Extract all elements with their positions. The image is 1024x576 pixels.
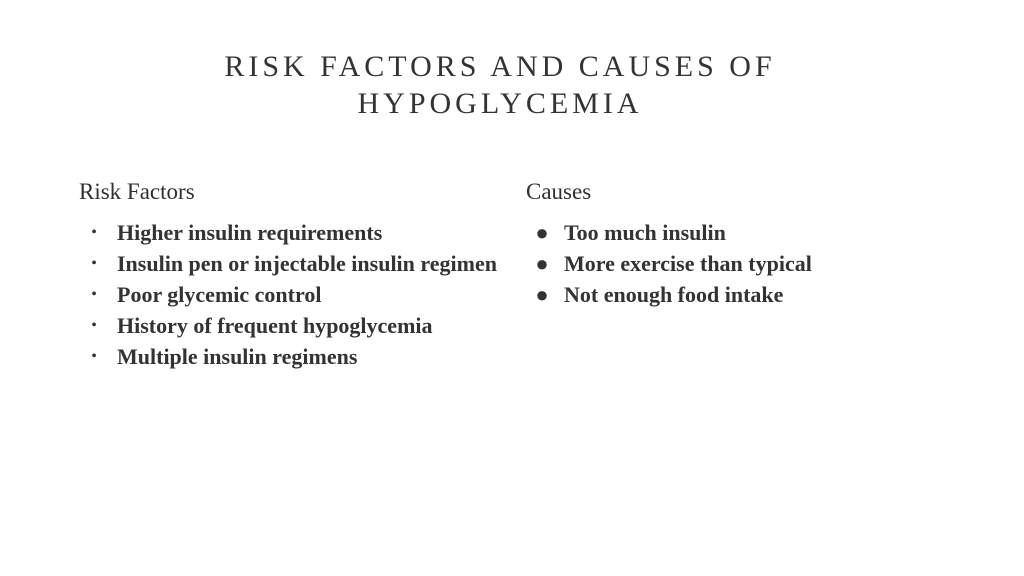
list-item bbox=[79, 341, 499, 372]
list-item-text: Too much insulin bbox=[564, 220, 726, 245]
causes-column bbox=[526, 178, 946, 310]
list-item-text: Not enough food intake bbox=[564, 282, 784, 307]
bullet-icon: • bbox=[91, 286, 97, 303]
bullet-icon: • bbox=[91, 255, 97, 272]
risk-factors-list bbox=[79, 217, 499, 372]
list-item bbox=[79, 310, 499, 341]
list-item-text: Multiple insulin regimens bbox=[117, 344, 358, 369]
risk-factors-heading: Risk Factors bbox=[79, 179, 195, 204]
causes-list bbox=[526, 217, 946, 310]
bullet-icon: • bbox=[91, 317, 97, 334]
list-item bbox=[526, 217, 946, 248]
bullet-icon: • bbox=[91, 348, 97, 365]
list-item-text: More exercise than typical bbox=[564, 251, 812, 276]
list-item-text: Poor glycemic control bbox=[117, 282, 322, 307]
risk-factors-column bbox=[79, 178, 499, 372]
list-item bbox=[79, 217, 499, 248]
list-item bbox=[526, 248, 946, 279]
bullet-icon: ● bbox=[535, 220, 549, 245]
list-item-text: History of frequent hypoglycemia bbox=[117, 313, 433, 338]
list-item-text: Higher insulin requirements bbox=[117, 220, 383, 245]
list-item-text: Insulin pen or injectable insulin regimen bbox=[117, 251, 497, 276]
list-item bbox=[526, 279, 946, 310]
slide-title: RISK FACTORS AND CAUSES OF HYPOGLYCEMIA bbox=[224, 50, 776, 120]
bullet-icon: ● bbox=[535, 251, 549, 276]
bullet-icon: • bbox=[91, 224, 97, 241]
bullet-icon: ● bbox=[535, 282, 549, 307]
list-item bbox=[79, 248, 499, 279]
list-item bbox=[79, 279, 499, 310]
causes-heading: Causes bbox=[526, 179, 592, 204]
